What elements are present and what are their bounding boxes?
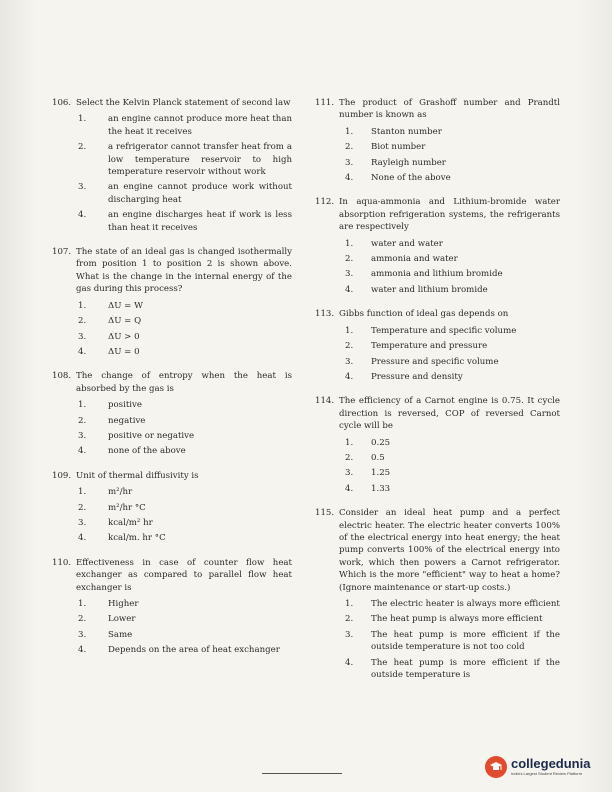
option-text: water and lithium bromide [371, 284, 488, 295]
option-item [315, 253, 560, 265]
question-text: Unit of thermal diffusivity is [76, 470, 199, 481]
option-text: The electric heater is always more efficient [371, 599, 560, 609]
option-number: 3. [78, 517, 87, 528]
option-text: 0.5 [371, 452, 385, 463]
option-number: 2. [345, 341, 354, 352]
option-text: water and water [371, 238, 443, 249]
option-number: 4. [345, 657, 354, 668]
option-text: None of the above [371, 173, 451, 184]
option-item [315, 483, 560, 495]
option-item [52, 315, 292, 327]
option-number: 1. [345, 599, 354, 609]
option-item [315, 126, 560, 138]
options-list [315, 325, 560, 384]
option-item [52, 532, 292, 544]
question-number: 111. [315, 98, 335, 108]
collegedunia-logo [485, 742, 612, 792]
right-column [315, 97, 560, 693]
footer-divider [262, 773, 342, 774]
option-item [52, 644, 292, 656]
question-number: 109. [52, 470, 72, 481]
option-item [315, 340, 560, 352]
option-number: 4. [78, 533, 87, 544]
option-item [315, 629, 560, 654]
option-item [52, 300, 292, 312]
question-109 [52, 470, 292, 545]
left-column [52, 97, 292, 669]
option-number: 4. [345, 371, 354, 382]
option-text: Stanton number [371, 126, 442, 137]
option-item [52, 486, 292, 498]
option-item [52, 517, 292, 529]
option-item [52, 399, 292, 411]
option-item [52, 613, 292, 625]
option-item [315, 437, 560, 449]
option-number: 3. [345, 629, 354, 640]
option-number: 3. [345, 356, 354, 367]
option-number: 3. [78, 331, 87, 342]
option-text: ammonia and lithium bromide [371, 269, 503, 280]
option-number: 3. [78, 629, 87, 640]
option-text: The heat pump is more efficient if the outside temperature is [371, 657, 560, 681]
question-text: Select the Kelvin Planck statement of second law [76, 98, 291, 108]
options-list [52, 113, 292, 234]
option-text: ΔU > 0 [108, 331, 140, 342]
option-number: 3. [78, 182, 87, 193]
option-text: m²/hr °C [108, 502, 146, 513]
option-text: none of the above [108, 446, 186, 457]
option-item [315, 371, 560, 383]
option-number: 2. [345, 142, 354, 153]
option-text: ΔU = Q [108, 316, 142, 327]
option-item [315, 325, 560, 337]
option-text: positive [108, 400, 142, 411]
option-number: 1. [345, 238, 354, 249]
option-text: The heat pump is more efficient if the outside temperature is not too cold [371, 629, 560, 653]
option-item [52, 209, 292, 234]
option-text: Same [108, 629, 133, 640]
option-item [52, 331, 292, 343]
option-item [52, 430, 292, 442]
option-item [52, 346, 292, 358]
question-text: Consider an ideal heat pump and a perfect electric heater. The electric heater converts 100% of the electrical energy into heat energy; the heat pump converts 100% of the electrical energy into work, which then powers a Carnot refrigerator. Which is the more "efficient" way to heat a home? (Ignore maintenance or start-up costs.) [339, 508, 560, 593]
option-number: 1. [345, 325, 354, 336]
option-item [315, 452, 560, 464]
question-108 [52, 370, 292, 457]
option-number: 2. [78, 614, 87, 625]
option-item [52, 629, 292, 641]
graduate-cap-icon [485, 756, 507, 778]
option-item [315, 467, 560, 479]
option-item [315, 284, 560, 296]
option-text: Pressure and density [371, 371, 463, 382]
logo-tagline: India's Largest Student Review Platform [511, 771, 583, 776]
question-number: 112. [315, 197, 335, 208]
question-number: 115. [315, 508, 335, 519]
option-text: ΔU = 0 [108, 346, 140, 357]
question-text: Gibbs function of ideal gas depends on [339, 309, 509, 320]
option-number: 2. [78, 415, 87, 426]
option-number: 2. [78, 502, 87, 513]
option-number: 1. [345, 437, 354, 448]
option-item [315, 172, 560, 184]
options-list [52, 486, 292, 545]
option-number: 4. [78, 645, 87, 656]
option-item [315, 238, 560, 250]
option-text: an engine discharges heat if work is less than heat it receives [108, 210, 292, 233]
option-text: Temperature and specific volume [371, 325, 517, 336]
option-text: 1.33 [371, 483, 391, 494]
option-item [315, 598, 560, 610]
option-number: 4. [78, 346, 87, 357]
option-number: 4. [78, 446, 87, 457]
option-text: a refrigerator cannot transfer heat from a low temperature reservoir to high temperature reservoir without work [108, 142, 292, 178]
logo-name: collegedunia [511, 756, 591, 771]
options-list [315, 598, 560, 681]
option-number: 1. [78, 114, 87, 125]
option-text: kcal/m² hr [108, 517, 153, 528]
option-number: 3. [345, 269, 354, 280]
options-list [315, 437, 560, 496]
option-number: 3. [345, 468, 354, 479]
options-list [52, 598, 292, 657]
option-item [315, 268, 560, 280]
question-110 [52, 557, 292, 657]
option-text: positive or negative [108, 430, 195, 441]
option-number: 3. [78, 430, 87, 441]
options-list [315, 126, 560, 185]
option-item [52, 598, 292, 610]
question-107 [52, 246, 292, 358]
question-text: The state of an ideal gas is changed isothermally from position 1 to position 2 is shown above. What is the change in the internal energy of the gas during this process? [76, 247, 292, 295]
option-text: Lower [108, 614, 136, 625]
option-item [315, 613, 560, 625]
question-number: 110. [52, 557, 72, 568]
option-number: 4. [78, 210, 87, 221]
option-text: Rayleigh number [371, 157, 446, 168]
option-number: 1. [78, 400, 87, 411]
option-text: an engine cannot produce work without discharging heat [108, 182, 292, 205]
option-item [52, 445, 292, 457]
option-number: 4. [345, 173, 354, 184]
question-number: 106. [52, 98, 72, 108]
question-115 [315, 507, 560, 681]
question-number: 107. [52, 247, 72, 258]
option-text: 0.25 [371, 437, 391, 448]
question-text: The product of Grashoff number and Prandtl number is known as [339, 98, 560, 121]
option-item [52, 181, 292, 206]
question-number: 113. [315, 309, 335, 320]
options-list [52, 399, 292, 458]
question-text: The efficiency of a Carnot engine is 0.75. It cycle direction is reversed, COP of reversed Carnot cycle will be [339, 396, 560, 432]
question-number: 114. [315, 396, 335, 407]
option-number: 4. [345, 284, 354, 295]
option-text: 1.25 [371, 468, 391, 479]
option-number: 2. [78, 316, 87, 327]
question-text: The change of entropy when the heat is absorbed by the gas is [76, 371, 292, 394]
question-113 [315, 308, 560, 383]
question-114 [315, 395, 560, 495]
question-number: 108. [52, 371, 72, 382]
option-text: Temperature and pressure [371, 341, 488, 352]
option-text: m²/hr [108, 487, 133, 498]
question-112 [315, 196, 560, 296]
option-text: ammonia and water [371, 254, 458, 265]
option-text: kcal/m. hr °C [108, 533, 166, 544]
question-text: Effectiveness in case of counter flow heat exchanger as compared to parallel flow heat exchanger is [76, 557, 292, 593]
option-number: 3. [345, 157, 354, 168]
option-number: 2. [345, 452, 354, 463]
option-item [52, 502, 292, 514]
option-text: an engine cannot produce more heat than the heat it receives [108, 114, 292, 137]
option-number: 1. [78, 487, 87, 498]
option-text: ΔU = W [108, 300, 143, 311]
options-list [52, 300, 292, 359]
option-number: 1. [345, 126, 354, 137]
option-number: 2. [345, 254, 354, 265]
option-number: 4. [345, 483, 354, 494]
option-text: negative [108, 415, 146, 426]
option-number: 1. [78, 599, 87, 609]
option-number: 2. [345, 614, 354, 625]
option-item [315, 657, 560, 682]
option-text: Depends on the area of heat exchanger [108, 645, 280, 656]
question-106 [52, 97, 292, 234]
option-item [52, 415, 292, 427]
option-text: Higher [108, 599, 139, 609]
option-item [52, 113, 292, 138]
options-list [315, 238, 560, 297]
option-number: 1. [78, 300, 87, 311]
option-item [52, 141, 292, 178]
option-text: Biot number [371, 142, 426, 153]
option-item [315, 356, 560, 368]
option-text: The heat pump is always more efficient [371, 614, 543, 625]
option-number: 2. [78, 142, 87, 153]
question-text: In aqua-ammonia and Lithium-bromide water absorption refrigeration systems, the refrigerants are respectively [339, 197, 560, 233]
question-111 [315, 97, 560, 184]
option-text: Pressure and specific volume [371, 356, 499, 367]
option-item [315, 141, 560, 153]
option-item [315, 157, 560, 169]
